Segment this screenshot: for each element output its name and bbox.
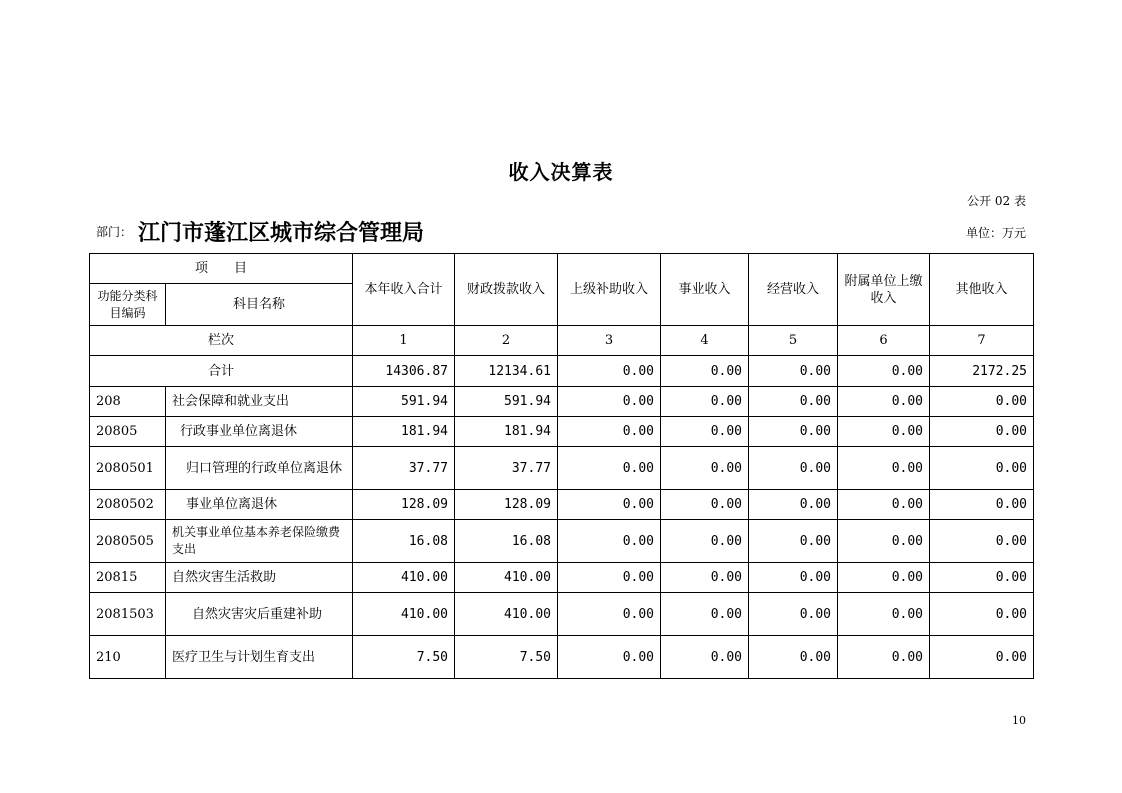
row-name: 机关事业单位基本养老保险缴费支出	[166, 520, 353, 563]
row-value: 0.00	[930, 490, 1034, 520]
header-col-2: 财政拨款收入	[455, 254, 558, 326]
row-value: 0.00	[558, 417, 661, 447]
table-row	[90, 636, 1034, 679]
header-item: 项 目	[90, 254, 353, 284]
row-value: 0.00	[749, 387, 838, 417]
row-value: 16.08	[455, 520, 558, 563]
row-value: 0.00	[838, 636, 930, 679]
table-row	[90, 520, 1034, 563]
row-value: 0.00	[930, 447, 1034, 490]
row-value: 410.00	[353, 593, 455, 636]
row-value: 7.50	[353, 636, 455, 679]
table-row	[90, 593, 1034, 636]
table-row	[90, 490, 1034, 520]
row-value: 0.00	[661, 593, 749, 636]
header-col-4: 事业收入	[661, 254, 749, 326]
row-name: 归口管理的行政单位离退休	[166, 447, 353, 490]
row-value: 410.00	[455, 593, 558, 636]
row-value: 0.00	[661, 563, 749, 593]
row-value: 410.00	[455, 563, 558, 593]
page-title: 收入决算表	[508, 160, 614, 184]
header-col-3: 上级补助收入	[558, 254, 661, 326]
header-col-5: 经营收入	[749, 254, 838, 326]
row-code: 20805	[90, 417, 166, 447]
index-cell: 2	[455, 326, 558, 356]
table-row	[90, 447, 1034, 490]
row-value: 0.00	[558, 563, 661, 593]
row-code: 2080505	[90, 520, 166, 563]
row-value: 0.00	[838, 387, 930, 417]
row-value: 0.00	[558, 636, 661, 679]
row-value: 0.00	[930, 520, 1034, 563]
row-value: 0.00	[930, 563, 1034, 593]
row-value: 0.00	[930, 593, 1034, 636]
row-value: 0.00	[558, 520, 661, 563]
header-name: 科目名称	[166, 284, 353, 326]
row-code: 208	[90, 387, 166, 417]
row-value: 0.00	[749, 636, 838, 679]
income-table	[89, 253, 1034, 679]
total-cell: 0.00	[838, 356, 930, 387]
department-label: 部门：	[96, 225, 133, 239]
header-col-7: 其他收入	[930, 254, 1034, 326]
header-col-1: 本年收入合计	[353, 254, 455, 326]
row-code: 2080501	[90, 447, 166, 490]
row-value: 37.77	[353, 447, 455, 490]
total-cell: 0.00	[749, 356, 838, 387]
row-value: 0.00	[838, 417, 930, 447]
row-code: 2080502	[90, 490, 166, 520]
row-value: 0.00	[930, 417, 1034, 447]
row-value: 0.00	[558, 593, 661, 636]
index-cell: 6	[838, 326, 930, 356]
row-name: 自然灾害生活救助	[166, 563, 353, 593]
row-name: 社会保障和就业支出	[166, 387, 353, 417]
index-cell: 5	[749, 326, 838, 356]
index-cell: 7	[930, 326, 1034, 356]
row-value: 0.00	[661, 520, 749, 563]
row-value: 591.94	[353, 387, 455, 417]
department-name: 江门市蓬江区城市综合管理局	[138, 220, 425, 246]
row-value: 0.00	[838, 520, 930, 563]
row-value: 0.00	[749, 593, 838, 636]
row-value: 0.00	[838, 490, 930, 520]
row-name: 行政事业单位离退休	[166, 417, 353, 447]
table-row	[90, 417, 1034, 447]
row-name: 医疗卫生与计划生育支出	[166, 636, 353, 679]
row-value: 0.00	[930, 387, 1034, 417]
row-value: 0.00	[661, 447, 749, 490]
index-row	[90, 326, 1034, 356]
row-value: 16.08	[353, 520, 455, 563]
row-value: 591.94	[455, 387, 558, 417]
unit-label: 单位：万元	[965, 226, 1026, 240]
row-value: 0.00	[661, 387, 749, 417]
row-value: 0.00	[661, 490, 749, 520]
row-value: 0.00	[838, 593, 930, 636]
row-value: 410.00	[353, 563, 455, 593]
total-cell: 0.00	[661, 356, 749, 387]
total-cell: 0.00	[558, 356, 661, 387]
row-code: 20815	[90, 563, 166, 593]
row-code: 210	[90, 636, 166, 679]
total-cell: 12134.61	[455, 356, 558, 387]
row-value: 0.00	[661, 417, 749, 447]
row-value: 0.00	[558, 490, 661, 520]
row-value: 0.00	[749, 520, 838, 563]
row-value: 0.00	[558, 447, 661, 490]
row-value: 128.09	[455, 490, 558, 520]
row-value: 0.00	[838, 563, 930, 593]
row-value: 7.50	[455, 636, 558, 679]
department	[96, 216, 424, 247]
row-value: 0.00	[749, 490, 838, 520]
row-value: 128.09	[353, 490, 455, 520]
page-number: 10	[1012, 714, 1026, 727]
header-col-6: 附属单位上缴收入	[838, 254, 930, 326]
row-name: 自然灾害灾后重建补助	[166, 593, 353, 636]
header-code: 功能分类科目编码	[90, 284, 166, 326]
row-value: 0.00	[558, 387, 661, 417]
table-row	[90, 563, 1034, 593]
index-cell: 1	[353, 326, 455, 356]
row-name: 事业单位离退休	[166, 490, 353, 520]
row-code: 2081503	[90, 593, 166, 636]
total-cell: 14306.87	[353, 356, 455, 387]
row-value: 37.77	[455, 447, 558, 490]
index-cell: 3	[558, 326, 661, 356]
index-cell: 4	[661, 326, 749, 356]
row-value: 0.00	[749, 447, 838, 490]
row-value: 181.94	[353, 417, 455, 447]
row-value: 0.00	[661, 636, 749, 679]
index-label: 栏次	[90, 326, 353, 356]
row-value: 0.00	[930, 636, 1034, 679]
form-number: 公开 02 表	[967, 194, 1026, 208]
table-row	[90, 387, 1034, 417]
row-value: 181.94	[455, 417, 558, 447]
total-cell: 2172.25	[930, 356, 1034, 387]
row-value: 0.00	[749, 417, 838, 447]
total-label: 合计	[90, 356, 353, 387]
total-row	[90, 356, 1034, 387]
row-value: 0.00	[749, 563, 838, 593]
row-value: 0.00	[838, 447, 930, 490]
